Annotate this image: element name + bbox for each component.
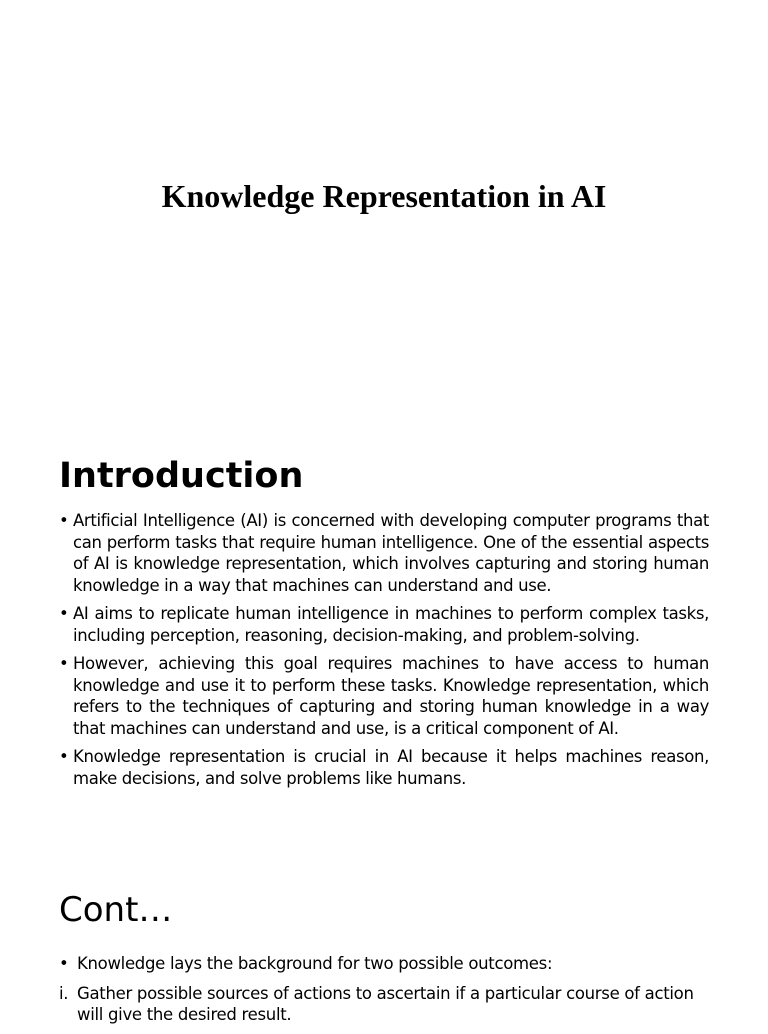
list-item: [59, 746, 709, 789]
bullet-icon: •: [59, 511, 69, 530]
list-item-text: Artificial Intelligence (AI) is concerned with developing computer programs that can perform tasks that require human intelligence. One of the essential aspects of AI is knowledge representation, which involves capturing and storing human knowledge in a way that machines can understand and use.: [73, 511, 709, 595]
introduction-heading: Introduction: [59, 456, 304, 496]
list-item-text: Gather possible sources of actions to ascertain if a particular course of action will give the desired result.: [77, 983, 694, 1024]
continuation-slide: [0, 860, 768, 1024]
bullet-icon: •: [59, 654, 69, 673]
bullet-icon: •: [59, 604, 69, 623]
title-slide: [0, 0, 768, 430]
list-item: [59, 953, 709, 975]
list-item-text: However, achieving this goal requires machines to have access to human knowledge and use it to perform these tasks. Knowledge representation, which refers to the techniques of capturing and storing human knowledge in a way that machines can understand and use, is a critical component of AI.: [73, 654, 709, 738]
bullet-icon: •: [59, 747, 69, 766]
list-item-text: AI aims to replicate human intelligence in machines to perform complex tasks, including perception, reasoning, decision-making, and problem-solving.: [73, 604, 709, 645]
list-number: i.: [59, 983, 69, 1003]
introduction-slide: [0, 430, 768, 860]
list-item: [59, 653, 709, 739]
page-title: Knowledge Representation in AI: [161, 178, 607, 214]
introduction-bullet-list: [59, 510, 709, 796]
continuation-list: [59, 953, 709, 1034]
bullet-icon: •: [59, 954, 69, 973]
list-item: [59, 603, 709, 646]
list-item-text: Knowledge lays the background for two possible outcomes:: [77, 954, 553, 973]
list-item: [59, 983, 709, 1026]
continuation-heading: Cont…: [59, 890, 173, 930]
list-item: [59, 510, 709, 596]
list-item-text: Knowledge representation is crucial in AI because it helps machines reason, make decisions, and solve problems like humans.: [73, 747, 709, 788]
